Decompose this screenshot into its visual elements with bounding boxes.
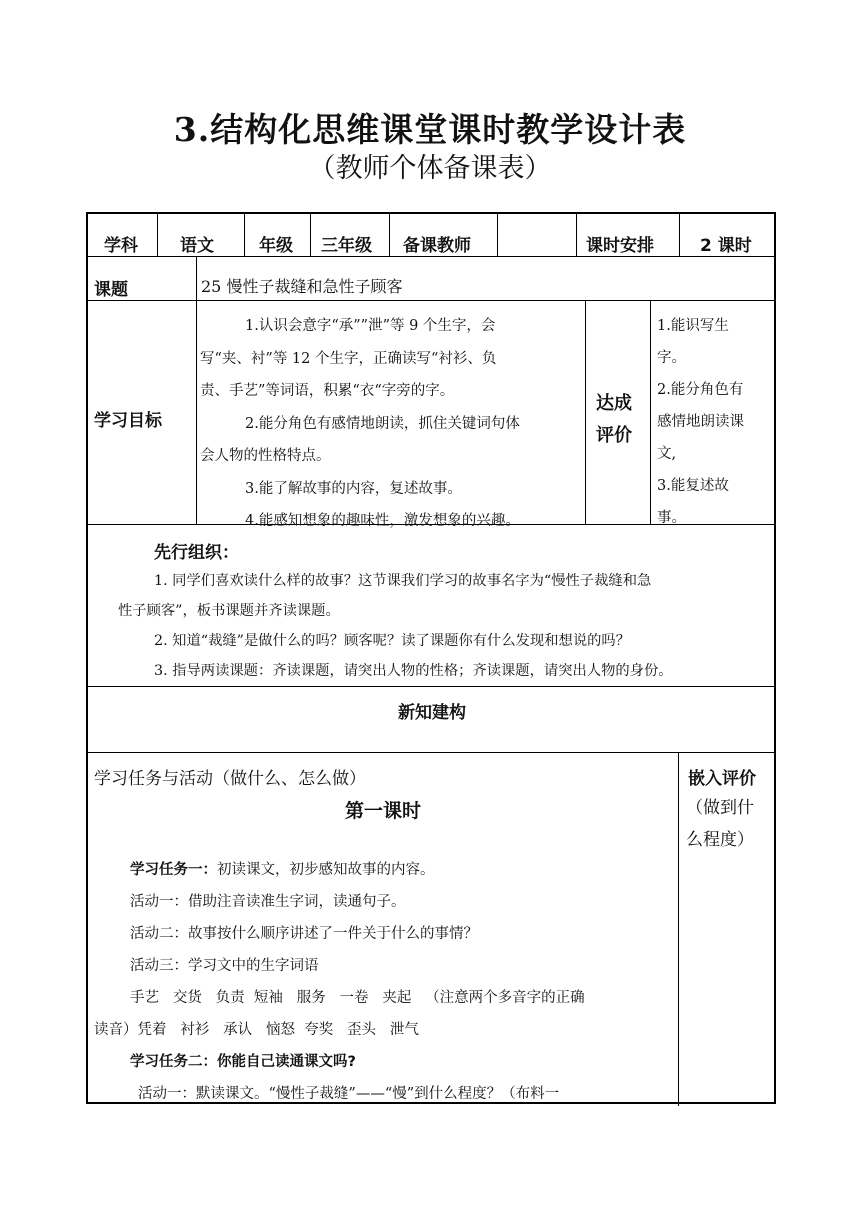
col-divider — [389, 214, 390, 256]
achieve-line: 2.能分角色有 — [657, 382, 744, 398]
row-divider — [88, 686, 776, 687]
goal-line: 4.能感知想象的趣味性，激发想象的兴趣。 — [245, 513, 520, 529]
task-1-label: 学习任务一： — [130, 862, 217, 878]
tasks-body — [94, 854, 674, 1110]
col-divider — [650, 300, 651, 524]
col-divider — [244, 214, 245, 256]
achieve-label-line: 评价 — [596, 425, 632, 446]
grade-label: 年级 — [259, 236, 293, 256]
col-divider — [196, 256, 197, 524]
schedule-label: 课时安排 — [586, 236, 654, 256]
new-knowledge-heading: 新知建构 — [398, 703, 466, 723]
topic-label: 课题 — [94, 280, 128, 300]
teacher-label: 备课教师 — [403, 236, 471, 256]
advance-line: 性子顾客”，板书课题并齐读课题。 — [118, 603, 340, 619]
col-divider — [679, 214, 680, 256]
task-2-line: 学习任务二：你能自己读通课文吗? — [130, 1054, 356, 1070]
activity-line: 活动二：故事按什么顺序讲述了一件关于什么的事情？ — [130, 926, 478, 942]
embed-sub-line: （做到什 — [686, 798, 754, 818]
topic-value: 25 慢性子裁缝和急性子顾客 — [201, 277, 403, 296]
goal-line: 责、手艺”等词语，积累“衣“字旁的字。 — [200, 383, 455, 399]
achieve-label — [596, 388, 632, 452]
achieve-line: 1.能识写生 — [657, 318, 729, 334]
grade-value: 三年级 — [321, 236, 372, 256]
col-divider — [310, 214, 311, 256]
activity-line: 活动三：学习文中的生字词语 — [130, 958, 319, 974]
advance-line: 3. 指导两读课题：齐读课题，请突出人物的性格；齐读课题，请突出人物的身份。 — [154, 663, 673, 679]
tasks-header: 学习任务与活动（做什么、怎么做） — [94, 769, 366, 789]
goal-line: 3.能了解故事的内容，复述故事。 — [245, 480, 462, 497]
lesson-title: 第一课时 — [344, 800, 421, 822]
goal-line: 写“夹、衬”等 12 个生字，正确读写“衬衫、负 — [200, 350, 497, 367]
task-1-line — [94, 854, 674, 886]
row-divider — [88, 300, 776, 301]
activity-line: 活动一：默读课文。“慢性子裁缝”——“慢”到什么程度？（布料一 — [138, 1086, 560, 1102]
advance-line: 1. 同学们喜欢读什么样的故事？这节课我们学习的故事名字为“慢性子裁缝和急 — [154, 573, 652, 589]
achieve-text — [657, 310, 773, 534]
embed-sub-line: 么程度） — [686, 830, 754, 850]
goal-line: 2.能分角色有感情地朗读，抓住关键词句体 — [245, 415, 520, 432]
advance-line: 2. 知道“裁缝”是做什么的吗？顾客呢？读了课题你有什么发现和想说的吗？ — [154, 633, 631, 649]
page-subtitle: （教师个体备课表） — [308, 153, 552, 184]
row-divider — [88, 256, 776, 257]
embed-eval-label: 嵌入评价 — [688, 769, 756, 789]
goals-text — [200, 310, 582, 538]
achieve-line: 3.能复述故 — [657, 478, 729, 494]
achieve-line: 感情地朗读课 — [657, 414, 744, 430]
col-divider — [157, 214, 158, 256]
goal-line: 1.认识会意字“承””泄”等 9 个生字，会 — [245, 318, 496, 334]
task-1-text: 初读课文，初步感知故事的内容。 — [217, 862, 435, 878]
col-divider — [576, 214, 577, 256]
col-divider — [497, 214, 498, 256]
advance-heading: 先行组织： — [154, 543, 239, 563]
achieve-line: 字。 — [657, 350, 686, 366]
achieve-line: 事。 — [657, 510, 686, 526]
goals-label: 学习目标 — [94, 411, 162, 431]
words-line: 手艺 交货 负责 短袖 服务 一卷 夹起 （注意两个多音字的正确 — [130, 990, 585, 1006]
advance-text — [118, 566, 774, 686]
page-title: 3.结构化思维课堂课时教学设计表 — [173, 110, 687, 149]
col-divider — [585, 300, 586, 524]
achieve-label-line: 达成 — [596, 393, 632, 414]
schedule-value: 2 课时 — [700, 236, 752, 256]
row-divider — [88, 752, 776, 753]
col-divider — [678, 752, 679, 1106]
subject-label: 学科 — [104, 236, 138, 256]
goal-line: 会人物的性格特点。 — [200, 448, 331, 464]
lesson-plan-table — [86, 212, 776, 1104]
embed-eval-sub — [686, 792, 754, 856]
subject-value: 语文 — [180, 236, 214, 256]
achieve-line: 文, — [657, 446, 677, 462]
activity-line: 活动一：借助注音读准生字词，读通句子。 — [130, 894, 406, 910]
words-line: 读音）凭着 衬衫 承认 恼怒 夸奖 歪头 泄气 — [94, 1022, 419, 1038]
